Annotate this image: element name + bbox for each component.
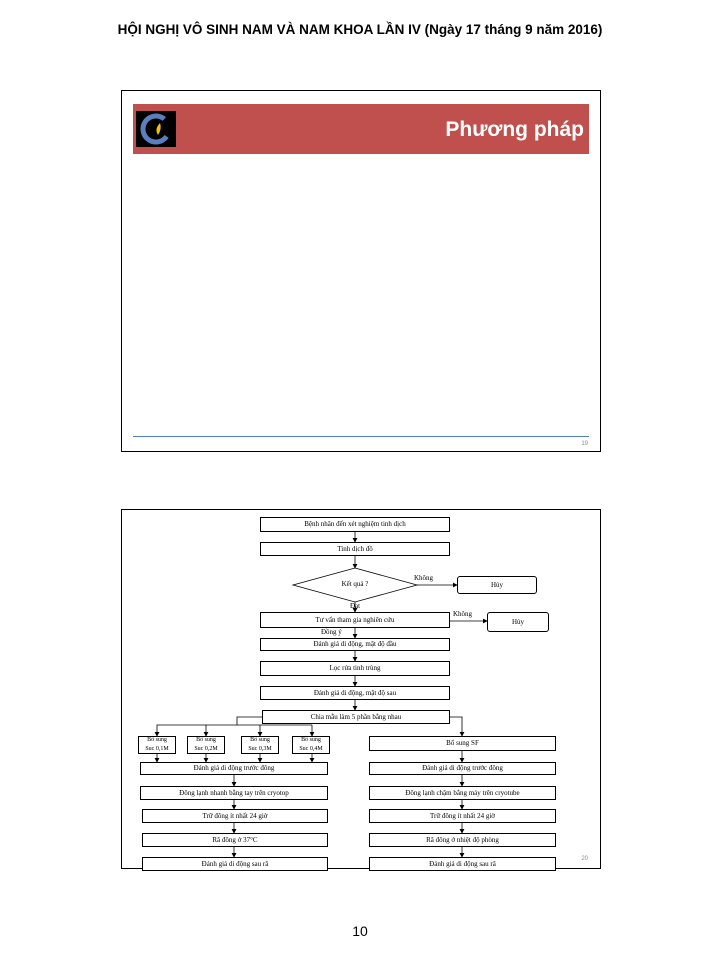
flow-step-wash: Lọc rửa tinh trùng bbox=[260, 661, 450, 676]
sucrose-line1: Bổ sung bbox=[196, 737, 216, 743]
flow-step-cancel-1: Hủy bbox=[457, 576, 537, 594]
flow-step-add-sf: Bổ sung SF bbox=[369, 736, 556, 751]
flow-step-split: Chia mẫu làm 5 phần bằng nhau bbox=[262, 710, 450, 724]
slide-footer-rule bbox=[133, 436, 589, 437]
flow-left-freeze: Đông lạnh nhanh bằng tay trên cryotop bbox=[140, 786, 328, 800]
flow-left-thaw: Rã đông ở 37°C bbox=[142, 833, 328, 847]
sucrose-line2: Suc 0,3M bbox=[248, 746, 272, 752]
sucrose-line1: Bổ sung bbox=[147, 737, 167, 743]
sucrose-line1: Bổ sung bbox=[250, 737, 270, 743]
slide-title: Phương pháp bbox=[445, 118, 584, 141]
logo-icon bbox=[136, 111, 176, 147]
flow-label-no-1: Không bbox=[414, 574, 434, 582]
slide-title-banner bbox=[133, 104, 589, 154]
flow-step-sucrose-04 bbox=[292, 736, 330, 754]
page-number: 10 bbox=[352, 923, 368, 939]
slide-number: 20 bbox=[581, 856, 588, 862]
slide-number: 19 bbox=[581, 441, 588, 447]
flow-left-store: Trữ đông ít nhất 24 giờ bbox=[142, 809, 328, 823]
flow-left-post-thaw-eval: Đánh giá di động sau rã bbox=[142, 857, 328, 871]
flow-right-pre-freeze-eval: Đánh giá di động trước đông bbox=[369, 762, 556, 775]
conference-header: HỘI NGHỊ VÔ SINH NAM VÀ NAM KHOA LẦN IV (Ngày 17 tháng 9 năm 2016) bbox=[117, 22, 603, 37]
flow-step-consult: Tư vấn tham gia nghiên cứu bbox=[260, 612, 450, 628]
flow-right-thaw: Rã đông ở nhiệt độ phòng bbox=[369, 833, 556, 847]
flow-step-patient: Bệnh nhân đến xét nghiệm tinh dịch bbox=[260, 517, 450, 532]
flow-label-pass: Đạt bbox=[350, 602, 361, 610]
flow-label-no-2: Không bbox=[453, 610, 473, 618]
flow-step-sucrose-02 bbox=[187, 736, 225, 754]
flow-left-pre-freeze-eval: Đánh giá di động trước đông bbox=[140, 762, 328, 775]
sucrose-line2: Suc 0,2M bbox=[194, 746, 218, 752]
flow-step-post-eval: Đánh giá di động, mật độ sau bbox=[260, 686, 450, 700]
flow-decision-label: Kết quả ? bbox=[341, 580, 369, 588]
sucrose-line1: Bổ sung bbox=[301, 737, 321, 743]
slide-flowchart bbox=[121, 509, 601, 869]
flow-right-store: Trữ đông ít nhất 24 giờ bbox=[369, 809, 556, 823]
flow-right-freeze: Đông lạnh chậm bằng máy trên cryotube bbox=[369, 786, 556, 800]
sucrose-line2: Suc 0,4M bbox=[299, 746, 323, 752]
flow-step-semen-analysis: Tinh dịch đồ bbox=[260, 542, 450, 556]
flow-label-agree: Đồng ý bbox=[321, 628, 342, 636]
sucrose-line2: Suc 0,1M bbox=[145, 746, 169, 752]
flow-step-initial-eval: Đánh giá di động, mật độ đầu bbox=[260, 638, 450, 651]
slide-methods bbox=[121, 90, 601, 452]
flow-step-cancel-2: Hủy bbox=[487, 612, 549, 632]
flow-step-sucrose-01 bbox=[138, 736, 176, 754]
flow-step-sucrose-03 bbox=[241, 736, 279, 754]
flow-right-post-thaw-eval: Đánh giá di động sau rã bbox=[369, 857, 556, 871]
